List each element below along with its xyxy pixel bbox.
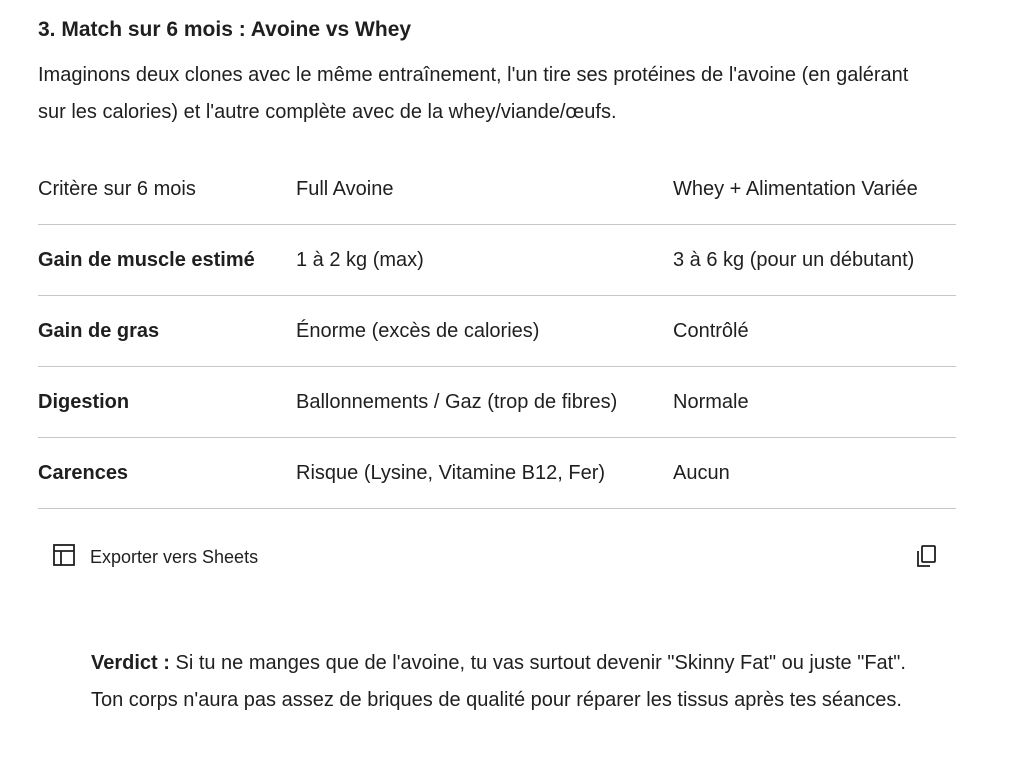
- avoine-cell: 1 à 2 kg (max): [296, 225, 673, 296]
- verdict-label: Verdict :: [91, 652, 170, 674]
- avoine-cell: Risque (Lysine, Vitamine B12, Fer): [296, 438, 673, 509]
- row-label: Gain de muscle estimé: [38, 225, 296, 296]
- table-row: [38, 367, 956, 438]
- table-icon: [52, 543, 76, 572]
- avoine-cell: Énorme (excès de calories): [296, 296, 673, 367]
- copy-table-button[interactable]: [910, 541, 942, 573]
- whey-cell: 3 à 6 kg (pour un débutant): [673, 225, 956, 296]
- whey-cell: Normale: [673, 367, 956, 438]
- whey-cell: Aucun: [673, 438, 956, 509]
- table-row: [38, 296, 956, 367]
- row-label: Gain de gras: [38, 296, 296, 367]
- export-to-sheets-button[interactable]: [52, 541, 258, 573]
- whey-cell: Contrôlé: [673, 296, 956, 367]
- verdict-paragraph: [91, 645, 911, 719]
- table-actions-bar: [52, 541, 942, 573]
- table-row: [38, 438, 956, 509]
- avoine-cell: Ballonnements / Gaz (trop de fibres): [296, 367, 673, 438]
- column-header-avoine: Full Avoine: [296, 154, 673, 225]
- verdict-text: Si tu ne manges que de l'avoine, tu vas surtout devenir "Skinny Fat" ou juste "Fat". Ton corps n'aura pas assez de briques de qualité pour réparer les tissus après tes séances.: [91, 652, 906, 711]
- intro-paragraph: Imaginons deux clones avec le même entraînement, l'un tire ses protéines de l'avoine (en galérant sur les calories) et l'autre complète avec de la whey/viande/œufs.: [38, 64, 909, 123]
- export-label: Exporter vers Sheets: [90, 546, 259, 567]
- copy-icon: [915, 544, 937, 571]
- row-label: Carences: [38, 438, 296, 509]
- column-header-whey: Whey + Alimentation Variée: [673, 154, 956, 225]
- column-header-criteria: Critère sur 6 mois: [38, 154, 296, 225]
- row-label: Digestion: [38, 367, 296, 438]
- table-header-row: [38, 154, 956, 225]
- table-row: [38, 225, 956, 296]
- comparison-table: [38, 154, 956, 509]
- section-title: 3. Match sur 6 mois : Avoine vs Whey: [38, 18, 412, 41]
